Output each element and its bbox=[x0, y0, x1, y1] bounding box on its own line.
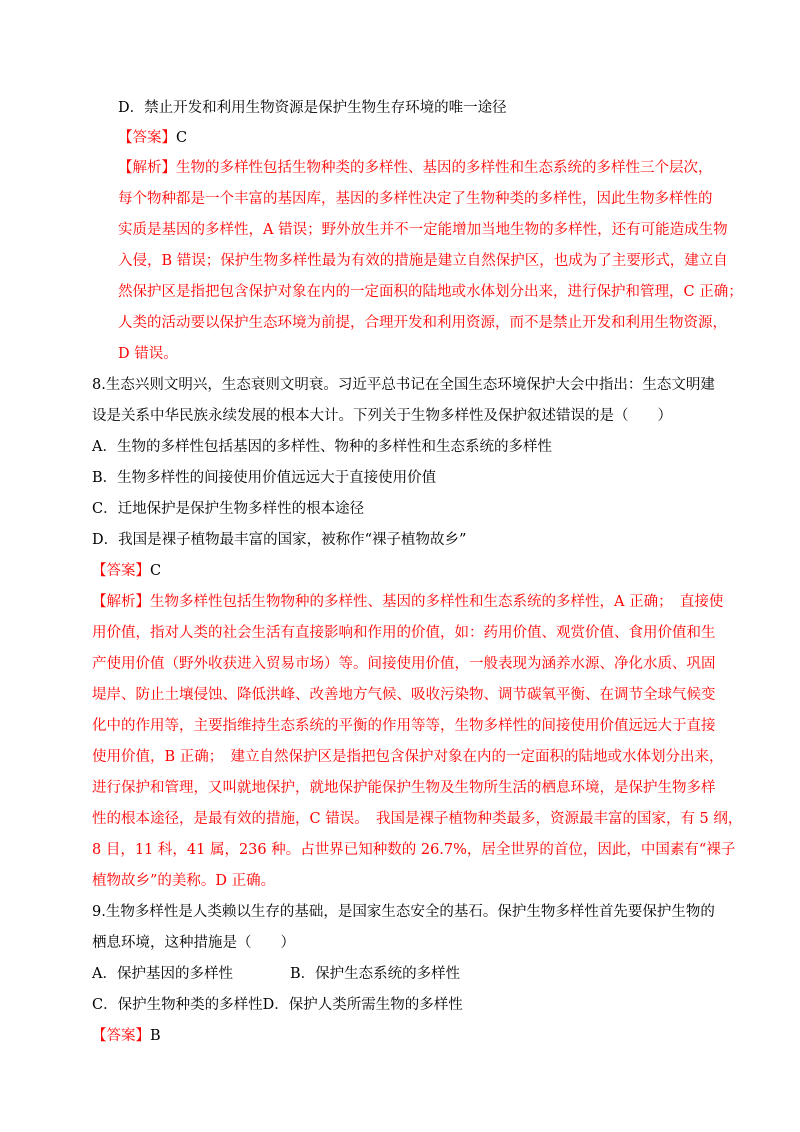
q8-analysis-line-6: 进行保护和管理，又叫就地保护，就地保护能保护生物及生物所生活的栖息环境，是保护生物多样 bbox=[92, 780, 716, 796]
q8-answer-tag: 【答案】 bbox=[92, 563, 150, 579]
q8-answer bbox=[92, 561, 161, 581]
q8-analysis-line-0: 【解析】生物多样性包括生物物种的多样性、基因的多样性和生态系统的多样性，A 正确； 直接使 bbox=[92, 594, 724, 610]
q8-option-a: A．生物的多样性包括基因的多样性、物种的多样性和生态系统的多样性 bbox=[92, 439, 552, 455]
q9-answer-tag: 【答案】 bbox=[92, 1028, 150, 1044]
q7-analysis-line-6: D 错误。 bbox=[118, 346, 178, 362]
q7-answer-value: C bbox=[176, 130, 188, 146]
q9-answer-value: B bbox=[150, 1028, 161, 1044]
q7-analysis-line-1: 每个物种都是一个丰富的基因库，基因的多样性决定了生物种类的多样性，因此生物多样性的 bbox=[118, 191, 713, 207]
q8-analysis-line-3: 堤岸、防止土壤侵蚀、降低洪峰、改善地方气候、吸收污染物、调节碳氧平衡、在调节全球气候变 bbox=[92, 687, 716, 703]
q9-stem-line-0: 9.生物多样性是人类赖以生存的基础，是国家生态安全的基石。保护生物多样性首先要保护生物的 bbox=[92, 904, 715, 920]
q7-option-d: D．禁止开发和利用生物资源是保护生物生存环境的唯一途径 bbox=[118, 100, 507, 116]
q8-option-b: B．生物多样性的间接使用价值远远大于直接使用价值 bbox=[92, 470, 437, 486]
q8-answer-value: C bbox=[150, 563, 162, 579]
q7-analysis-line-0: 【解析】生物的多样性包括生物种类的多样性、基因的多样性和生态系统的多样性三个层次， bbox=[118, 160, 713, 176]
q7-analysis-line-5: 人类的活动要以保护生态环境为前提，合理开发和利用资源，而不是禁止开发和利用生物资源， bbox=[118, 315, 727, 331]
q7-analysis-line-2: 实质是基因的多样性，A 错误；野外放生并不一定能增加当地生物的多样性，还有可能造成生物 bbox=[118, 222, 728, 238]
q7-answer bbox=[118, 128, 187, 148]
q9-option-a: A．保护基因的多样性 bbox=[92, 966, 233, 982]
q7-answer-tag: 【答案】 bbox=[118, 130, 176, 146]
q8-analysis-line-5: 使用价值，B 正确； 建立自然保护区是指把包含保护对象在内的一定面积的陆地或水体划分出来， bbox=[92, 749, 724, 765]
q9-option-cd bbox=[92, 995, 463, 1015]
q8-stem-line-0: 8.生态兴则文明兴，生态衰则文明衰。习近平总书记在全国生态环境保护大会中指出：生态文明建 bbox=[92, 377, 715, 393]
q8-analysis-line-9: 植物故乡”的美称。D 正确。 bbox=[92, 873, 276, 889]
q8-analysis-line-4: 化中的作用等，主要指维持生态系统的平衡的作用等等，生物多样性的间接使用价值远远大于直接 bbox=[92, 718, 716, 734]
q8-stem-line-1: 设是关系中华民族永续发展的根本大计。下列关于生物多样性及保护叙述错误的是（ ） bbox=[92, 408, 672, 424]
q9-option-b: B．保护生态系统的多样性 bbox=[290, 966, 461, 982]
q9-option-c: C．保护生物种类的多样性 bbox=[92, 997, 263, 1013]
q7-analysis-line-4: 然保护区是指把包含保护对象在内的一定面积的陆地或水体划分出来，进行保护和管理，C 正确； bbox=[118, 284, 743, 300]
q9-option-d: D．保护人类所需生物的多样性 bbox=[262, 997, 463, 1013]
q7-analysis-line-3: 入侵，B 错误；保护生物多样性最为有效的措施是建立自然保护区，也成为了主要形式，建立自 bbox=[118, 253, 728, 269]
q8-analysis-line-8: 8 目，11 科，41 属，236 种。占世界已知种数的 26.7%，居全世界的首位，因此，中国素有“裸子 bbox=[92, 842, 736, 858]
q9-answer bbox=[92, 1026, 161, 1046]
q7-analysis-tag: 【解析】 bbox=[118, 160, 176, 176]
q8-analysis-line-2: 产使用价值（野外收获进入贸易市场）等。间接使用价值，一般表现为涵养水源、净化水质、巩固 bbox=[92, 656, 716, 672]
q8-analysis-tag: 【解析】 bbox=[92, 594, 150, 610]
q8-analysis-line-7: 性的根本途径，是最有效的措施，C 错误。 我国是裸子植物种类最多，资源最丰富的国家，有 5 纲， bbox=[92, 811, 743, 827]
q8-option-d: D．我国是裸子植物最丰富的国家，被称作“裸子植物故乡” bbox=[92, 532, 467, 548]
q8-option-c: C．迁地保护是保护生物多样性的根本途径 bbox=[92, 501, 365, 517]
q9-stem-line-1: 栖息环境，这种措施是（ ） bbox=[92, 935, 295, 951]
q8-analysis-line-1: 用价值，指对人类的社会生活有直接影响和作用的价值，如：药用价值、观赏价值、食用价值和生 bbox=[92, 625, 716, 641]
